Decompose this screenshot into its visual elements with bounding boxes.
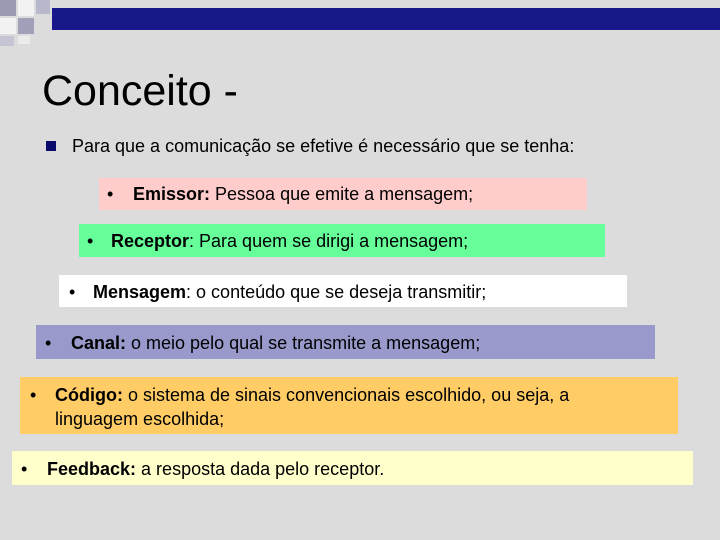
canal-text <box>71 331 480 355</box>
square-bullet-icon <box>46 141 56 151</box>
canal-box <box>36 325 655 359</box>
deco-square <box>18 36 30 44</box>
mensagem-term: Mensagem <box>93 282 187 302</box>
canal-term: Canal: <box>71 333 127 353</box>
feedback-box <box>12 451 693 485</box>
feedback-text <box>47 457 384 481</box>
receptor-description: : Para quem se dirigi a mensagem; <box>189 231 469 251</box>
bullet-icon: • <box>87 231 94 251</box>
top-bar <box>52 8 720 30</box>
receptor-text <box>111 229 468 253</box>
receptor-box <box>79 224 605 257</box>
mensagem-box <box>59 275 627 307</box>
mensagem-description: : o conteúdo que se deseja transmitir; <box>186 282 487 302</box>
emissor-description: Pessoa que emite a mensagem; <box>210 184 474 204</box>
bullet-icon: • <box>30 385 37 405</box>
feedback-term: Feedback: <box>47 459 137 479</box>
codigo-text <box>55 383 655 431</box>
deco-square <box>36 0 50 14</box>
codigo-box <box>20 377 678 434</box>
deco-square <box>18 18 34 34</box>
feedback-description: a resposta dada pelo receptor. <box>136 459 385 479</box>
deco-square <box>0 36 14 46</box>
deco-square <box>0 18 16 34</box>
mensagem-text <box>93 280 486 304</box>
emissor-term: Emissor: <box>133 184 211 204</box>
bullet-icon: • <box>21 459 28 479</box>
emissor-text <box>133 182 473 206</box>
emissor-box <box>99 178 587 210</box>
bullet-icon: • <box>45 333 52 353</box>
bullet-icon: • <box>107 184 114 204</box>
slide-title: Conceito - <box>42 67 238 115</box>
deco-square <box>0 0 16 16</box>
receptor-term: Receptor <box>111 231 190 251</box>
bullet-icon: • <box>69 282 76 302</box>
deco-square <box>18 0 34 16</box>
canal-description: o meio pelo qual se transmite a mensagem; <box>126 333 481 353</box>
codigo-term: Código: <box>55 385 123 405</box>
intro-text: Para que a comunicação se efetive é necessário que se tenha: <box>72 136 575 156</box>
codigo-description: o sistema de sinais convencionais escolhido, ou seja, a linguagem escolhida; <box>55 385 570 429</box>
